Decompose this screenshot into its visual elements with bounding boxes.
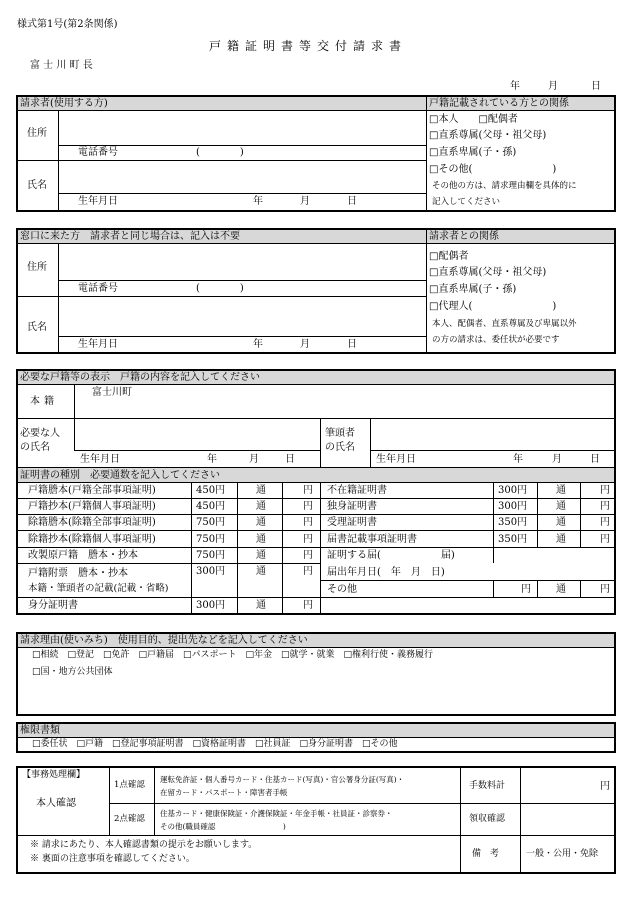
reason-options[interactable]: □相続 □登記 □免許 □戸籍届 □パスポート □年金 □就学・就業 □権利行使・義務履行 [32,650,434,660]
cert-row-yen: 円 [303,517,313,528]
receipt-label: 領収確認 [469,814,506,824]
cert-row-yen: 円 [600,485,610,496]
rule [493,580,494,597]
requester-name-field[interactable] [60,162,424,192]
person-birth-month: 月 [249,454,259,465]
cert-row-label: 戸籍附票 謄本・抄本 [28,568,128,579]
person-birth-year: 年 [207,454,217,465]
rule [154,767,155,835]
head-birth-month: 月 [552,454,562,465]
rule [17,160,426,161]
cert-row-unit: 通 [556,517,566,528]
rule [537,580,538,597]
cert-row-price: 750円 [196,517,226,528]
agent-birth-day: 日 [347,339,357,350]
rule [17,613,320,614]
requester-relation-heading: 戸籍記載されている方との関係 [429,98,569,109]
cert-row-unit: 通 [256,566,266,577]
cert-row-unit: 通 [256,534,266,545]
rule [74,450,320,451]
requester-phone-label: 電話番号 [78,147,118,158]
agent-phone-field[interactable]: ( ) [196,283,244,294]
one-point-label: 1点確認 [114,780,145,790]
agent-relation-ascendant[interactable]: □直系尊属(父母・祖父母) [429,267,547,278]
identity-label: 本人確認 [36,798,76,809]
header-month-label: 月 [548,81,558,92]
person-birth-label: 生年月日 [80,454,120,465]
rule [426,229,427,353]
rule [58,280,426,281]
head-birth-year: 年 [513,454,523,465]
cert-row-price: 450円 [196,485,226,496]
addressee: 富 士 川 町 長 [30,60,93,71]
rule [17,467,615,468]
rule [17,498,615,499]
requester-address-field[interactable] [60,112,424,144]
header-year-label: 年 [510,81,520,92]
head-birth-label: 生年月日 [376,454,416,465]
rule [17,563,320,564]
rule [370,418,371,468]
relation-option-descendant[interactable]: □直系卑属(子・孫) [429,147,517,158]
cert-row-yen: 円 [600,584,610,595]
rule [17,482,615,483]
cert-row-price: 750円 [196,534,226,545]
cert-row-yen: 円 [600,517,610,528]
agent-address-field[interactable] [60,245,424,279]
koseki-heading: 必要な戸籍等の表示 戸籍の内容を記入してください [20,372,260,383]
footnote: ※ 裏面の注意事項を確認してください。 [30,854,195,864]
cert-row-price: 300円 [196,566,226,577]
one-point-docs: 運転免許証・個人番号カード・住基カード(写真)・官公署身分証(写真)・ [160,775,405,784]
honseki-label: 本籍 [30,396,58,407]
rule [520,767,521,873]
agent-heading: 窓口に来た方 請求者と同じ場合は、記入は不要 [20,231,240,242]
head-label: 筆頭者 [325,428,355,439]
cert-row-price: 350円 [498,517,528,528]
cert-row-label: 戸籍謄本(戸籍全部事項証明) [28,485,156,496]
requester-name-label: 氏名 [27,180,47,191]
two-point-docs: その他(職員確認 ) [160,822,286,831]
rule [17,243,615,244]
one-point-docs: 在留カード・パスポート・障害者手帳 [160,788,288,797]
requester-birth-day: 日 [347,196,357,207]
cert-row-label[interactable]: 証明する届( 届) [327,550,455,561]
requester-birth-label: 生年月日 [78,196,118,207]
agent-address-label: 住所 [27,262,47,273]
cert-row-unit: 通 [256,550,266,561]
rule [58,336,426,337]
cert-row-unit: 通 [256,517,266,528]
header-day-label: 日 [591,81,601,92]
cert-row-label: 改製原戸籍 謄本・抄本 [28,550,138,561]
cert-row-unit: 通 [556,584,566,595]
rule [58,145,426,146]
form-number: 様式第1号(第2条関係) [17,19,118,30]
office-heading: 【事務処理欄】 [22,770,86,780]
cert-row-unit: 通 [256,600,266,611]
requester-phone-field[interactable]: ( ) [196,147,244,158]
two-point-docs: 住基カード・健康保険証・介護保険証・年金手帳・社員証・診察券・ [160,809,393,818]
cert-row-label: 除籍謄本(除籍全部事項証明) [28,517,156,528]
relation-note: その他の方は、請求理由欄を具体的に [432,181,577,191]
agent-relation-descendant[interactable]: □直系卑属(子・孫) [429,284,517,295]
cert-row-label: 届書記載事項証明書 [327,534,417,545]
relation-option-ascendant[interactable]: □直系尊属(父母・祖父母) [429,130,547,141]
person-birth-day: 日 [285,454,295,465]
agent-birth-year: 年 [253,339,263,350]
rule [580,580,581,597]
rule [17,514,615,515]
rule [109,767,110,835]
cert-row-unit: 通 [256,501,266,512]
cert-row-sublabel: 本籍・筆頭者の記載(記載・省略) [28,583,169,594]
head-label: の氏名 [325,442,355,453]
cert-row-yen: 円 [600,501,610,512]
requester-heading: 請求者(使用する方) [20,98,108,109]
rule [17,647,615,648]
cert-row-label[interactable]: 届出年月日( 年 月 日) [327,567,445,578]
two-point-label: 2点確認 [114,814,145,824]
rule [17,737,615,738]
rule [17,296,426,297]
cert-row-label: 戸籍抄本(戸籍個人事項証明) [28,501,156,512]
agent-relation-note: の方の請求は、委任状が必要です [432,335,560,345]
agent-relation-proxy[interactable]: □代理人( ) [429,301,557,312]
cert-row-unit: 通 [556,534,566,545]
cert-row-unit: 通 [256,485,266,496]
agent-relation-note: 本人、配偶者、直系尊属及び卑属以外 [432,319,577,329]
requester-address-label: 住所 [27,128,47,139]
fee-label: 手数料計 [469,781,506,791]
rule [17,384,615,385]
remarks-value: 一般・公用・免除 [526,849,599,859]
honseki-value[interactable]: 富士川町 [92,387,132,398]
rule [320,418,321,468]
cert-row-price: 300円 [498,501,528,512]
authority-options[interactable]: □委任状 □戸籍 □登記事項証明書 □資格証明書 □社員証 □身分証明書 □その他 [32,739,398,749]
cert-row-yen: 円 [303,534,313,545]
agent-phone-label: 電話番号 [78,283,118,294]
requester-birth-year: 年 [253,196,263,207]
cert-row-price: 750円 [196,550,226,561]
rule [426,96,427,211]
cert-row-yen: 円 [303,501,313,512]
certs-heading: 証明書の種別 必要通数を記入してください [20,470,220,481]
agent-birth-label: 生年月日 [78,339,118,350]
cert-row-unit: 通 [556,485,566,496]
cert-row-yen: 円 [303,550,313,561]
person-label: 必要な人 [20,428,60,439]
relation-option-self-spouse[interactable]: □本人 □配偶者 [429,114,518,125]
cert-row-label: その他 [327,584,357,595]
rule [17,835,615,836]
agent-name-field[interactable] [60,298,424,335]
cert-row-unit: 通 [556,501,566,512]
rule [17,530,615,531]
cert-row-price: 450円 [196,501,226,512]
rule [58,193,426,194]
cert-row-label: 不在籍証明書 [327,485,387,496]
rule [17,597,615,598]
head-birth-day: 日 [590,454,600,465]
rule [17,547,615,548]
relation-note: 記入してください [432,197,501,207]
cert-row-label: 独身証明書 [327,501,377,512]
person-name-field[interactable] [76,420,318,449]
rule [74,384,75,450]
agent-relation-spouse[interactable]: □配偶者 [429,251,469,262]
agent-name-label: 氏名 [27,322,47,333]
cert-row-price: 300円 [498,485,528,496]
requester-birth-month: 月 [300,196,310,207]
rule [370,450,615,451]
fee-yen: 円 [600,781,610,792]
agent-birth-month: 月 [300,339,310,350]
reason-options[interactable]: □国・地方公共団体 [32,667,113,677]
footnote: ※ 請求にあたり、本人確認書類の提示をお願いします。 [30,840,258,850]
remarks-label: 備 考 [472,849,500,859]
cert-row-price: 300円 [196,600,226,611]
form-title: 戸籍証明書等交付請求書 [209,39,408,53]
agent-relation-heading: 請求者との関係 [429,231,499,242]
cert-row-yen: 円 [303,600,313,611]
head-name-field[interactable] [372,420,613,449]
cert-row-label: 除籍抄本(除籍個人事項証明) [28,534,156,545]
rule [493,482,494,563]
rule [320,580,615,581]
cert-row-label: 受理証明書 [327,517,377,528]
person-label: の氏名 [20,442,50,453]
cert-row-yen: 円 [600,534,610,545]
rule [17,110,615,111]
cert-row-label: 身分証明書 [28,600,78,611]
cert-row-yen: 円 [303,566,313,577]
relation-option-other[interactable]: □その他( ) [429,164,557,175]
rule [460,767,461,873]
authority-heading: 権限書類 [20,725,60,736]
rule [109,803,615,804]
cert-row-yen: 円 [303,485,313,496]
reason-heading: 請求理由(使いみち) 使用目的、提出先などを記入してください [20,635,308,646]
rule [17,418,615,419]
cert-row-price: 350円 [498,534,528,545]
cert-row-price: 円 [521,584,531,595]
